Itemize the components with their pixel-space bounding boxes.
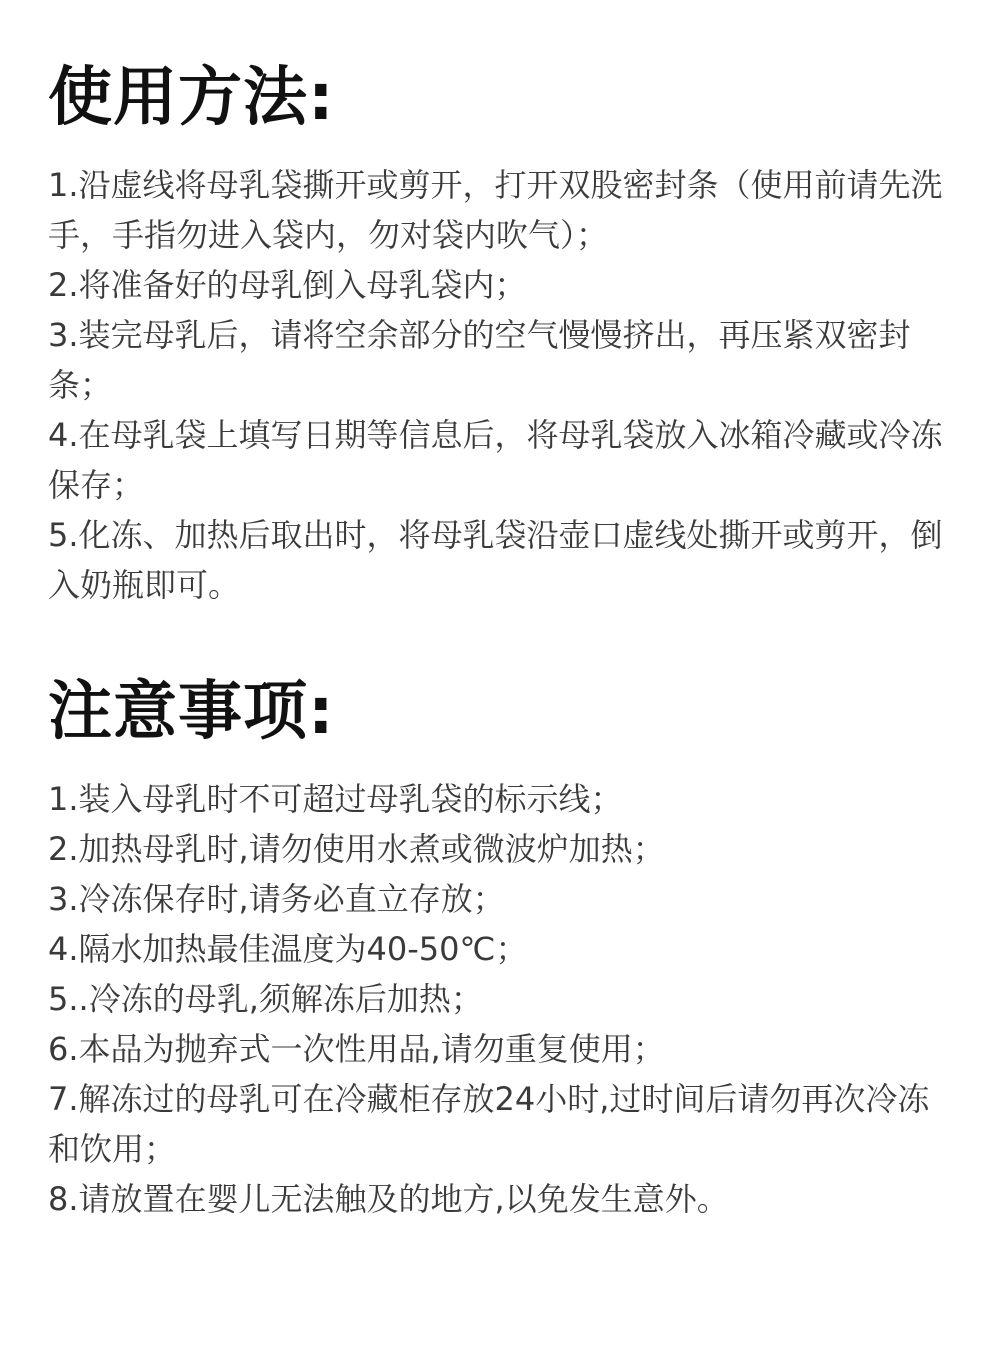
notes-section xyxy=(48,672,958,1224)
usage-section xyxy=(48,58,958,610)
note-item-8: 8.请放置在婴儿无法触及的地方,以免发生意外。 xyxy=(48,1180,729,1218)
usage-step-4: 4.在母乳袋上填写日期等信息后，将母乳袋放入冰箱冷藏或冷冻保存； xyxy=(48,416,943,504)
usage-heading: 使用方法: xyxy=(48,61,335,135)
note-item-3: 3.冷冻保存时,请务必直立存放； xyxy=(48,880,505,918)
note-item-4: 4.隔水加热最佳温度为40-50℃； xyxy=(48,930,528,968)
notes-heading: 注意事项: xyxy=(48,675,335,749)
note-item-7: 7.解冻过的母乳可在冷藏柜存放24小时,过时间后请勿再次冷冻和饮用； xyxy=(48,1080,930,1168)
note-item-5: 5..冷冻的母乳,须解冻后加热； xyxy=(48,980,483,1018)
usage-step-3: 3.装完母乳后，请将空余部分的空气慢慢挤出，再压紧双密封条； xyxy=(48,316,911,404)
note-item-2: 2.加热母乳时,请勿使用水煮或微波炉加热； xyxy=(48,830,665,868)
usage-step-5: 5.化冻、加热后取出时，将母乳袋沿壶口虚线处撕开或剪开，倒入奶瓶即可。 xyxy=(48,516,943,604)
note-item-6: 6.本品为抛弃式一次性用品,请勿重复使用； xyxy=(48,1030,665,1068)
usage-step-2: 2.将准备好的母乳倒入母乳袋内； xyxy=(48,266,527,304)
note-item-1: 1.装入母乳时不可超过母乳袋的标示线； xyxy=(48,780,623,818)
usage-step-1: 1.沿虚线将母乳袋撕开或剪开，打开双股密封条（使用前请先洗手，手指勿进入袋内，勿对袋内吹气）； xyxy=(48,166,943,254)
